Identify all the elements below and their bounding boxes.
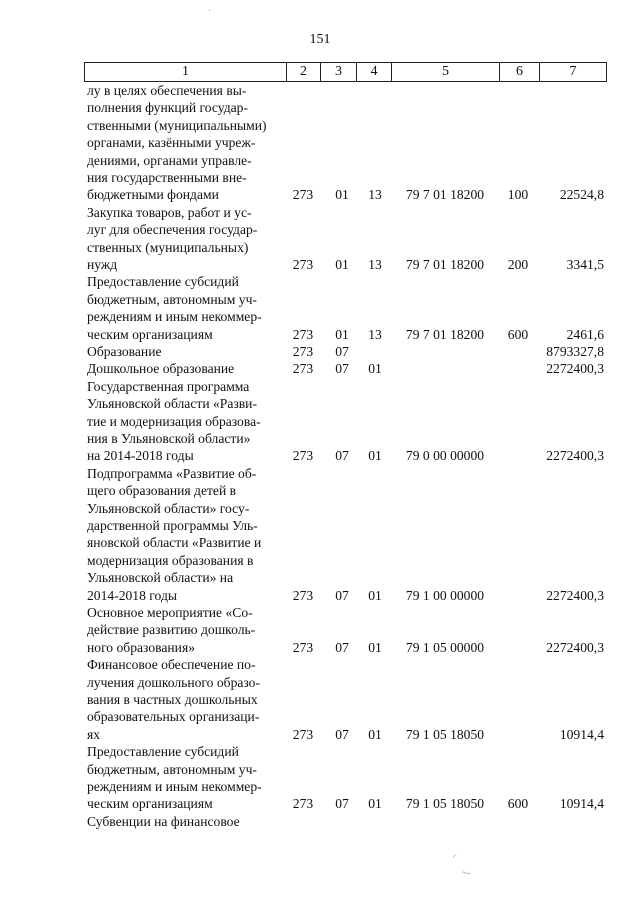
row-name-line: бюджетным, автономным уч- <box>87 291 257 307</box>
cell-c2: 273 <box>292 361 314 377</box>
page-number: 151 <box>309 32 331 47</box>
table-row <box>84 82 607 204</box>
cell-c5: 79 1 05 18050 <box>405 796 485 812</box>
cell-c7: 2272400,3 <box>546 639 604 655</box>
table-row <box>84 813 607 830</box>
row-name <box>87 465 284 604</box>
cell-c2: 273 <box>292 587 314 603</box>
row-name-line: Основное мероприятие «Со- <box>87 605 253 620</box>
header-col-7: 7 <box>539 63 606 81</box>
row-name-line: Закупка товаров, работ и ус- <box>87 204 252 220</box>
cell-c7: 8793327,8 <box>546 344 604 359</box>
cell-c6: 600 <box>507 326 529 342</box>
cell-c5: 79 0 00 00000 <box>405 448 485 464</box>
row-name <box>87 273 284 343</box>
row-name-line: лу в целях обеспечения вы- <box>87 83 247 98</box>
row-name-line: ного образования» <box>87 639 196 655</box>
row-name-line: на 2014-2018 годы <box>87 448 194 464</box>
table-header <box>84 62 607 82</box>
row-name-line: реждениям и иным некоммер- <box>87 309 262 325</box>
header-col-3: 3 <box>320 63 356 81</box>
table-row <box>84 378 607 465</box>
row-name <box>87 656 284 743</box>
row-name-line: полнения функций государ- <box>87 100 248 116</box>
table-row <box>84 204 607 274</box>
row-name-line: дарственной программы Уль- <box>87 518 258 534</box>
row-name <box>87 604 284 656</box>
cell-c7: 2272400,3 <box>546 587 604 603</box>
scan-mark: ⸝ <box>452 849 457 860</box>
cell-c5: 79 1 05 00000 <box>405 639 485 655</box>
cell-c3: 01 <box>335 187 349 203</box>
row-name-line: Предоставление субсидий <box>87 744 239 760</box>
header-col-2: 2 <box>286 63 320 81</box>
cell-c4: 01 <box>368 639 382 655</box>
cell-c3: 07 <box>335 448 349 464</box>
row-name-line: 2014-2018 годы <box>87 587 177 603</box>
cell-c7: 2461,6 <box>566 326 604 342</box>
row-name-line: ния государственными вне- <box>87 170 247 186</box>
row-name <box>87 343 284 360</box>
row-name-line: Финансовое обеспечение по- <box>87 657 256 673</box>
row-name-line: модернизация образования в <box>87 552 254 568</box>
row-name-line: яновской области «Развитие и <box>87 535 262 551</box>
cell-c3: 07 <box>335 796 349 812</box>
cell-c2: 273 <box>292 726 314 742</box>
table-row <box>84 604 607 656</box>
row-name-line: дениями, органами управле- <box>87 152 252 168</box>
cell-c4: 01 <box>368 726 382 742</box>
row-name-line: бюджетным, автономным уч- <box>87 761 257 777</box>
row-name-line: действие развитию дошколь- <box>87 622 256 638</box>
cell-c4: 01 <box>368 361 382 377</box>
row-name-line: вания в частных дошкольных <box>87 692 258 707</box>
row-name-line: нужд <box>87 257 118 273</box>
cell-c5: 79 7 01 18200 <box>405 187 485 203</box>
cell-c7: 3341,5 <box>566 256 604 272</box>
cell-c3: 07 <box>335 639 349 655</box>
cell-c2: 273 <box>292 256 314 272</box>
row-name-line: Ульяновской области «Разви- <box>87 396 257 412</box>
row-name-line: луг для обеспечения государ- <box>87 222 258 238</box>
cell-c2: 273 <box>292 187 314 203</box>
cell-c2: 273 <box>292 796 314 812</box>
table-row <box>84 743 607 813</box>
row-name <box>87 82 284 204</box>
row-name-line: Государственная программа <box>87 378 250 394</box>
row-name <box>87 378 284 465</box>
row-name-line: ях <box>87 726 101 742</box>
cell-c3: 07 <box>335 344 349 359</box>
scan-mark: · <box>208 6 212 17</box>
cell-c3: 07 <box>335 587 349 603</box>
cell-c2: 273 <box>292 344 314 359</box>
row-name-line: ческим организациям <box>87 326 213 342</box>
row-name-line: щего образования детей в <box>87 483 237 499</box>
row-name-line: Ульяновской области» госу- <box>87 500 250 516</box>
header-col-6: 6 <box>499 63 539 81</box>
cell-c3: 01 <box>335 326 349 342</box>
table-row <box>84 360 607 377</box>
cell-c7: 10914,4 <box>559 796 604 812</box>
row-name-line: Субвенции на финансовое <box>87 813 240 829</box>
row-name-line: ния в Ульяновской области» <box>87 431 251 447</box>
row-name-line: органами, казёнными учреж- <box>87 135 256 151</box>
row-name-line: лучения дошкольного образо- <box>87 674 261 690</box>
scan-mark: ~- <box>462 868 471 879</box>
cell-c4: 01 <box>368 796 382 812</box>
cell-c7: 2272400,3 <box>546 361 604 377</box>
row-name-line: Ульяновской области» на <box>87 570 234 586</box>
cell-c5: 79 7 01 18200 <box>405 256 485 272</box>
cell-c3: 01 <box>335 256 349 272</box>
row-name-line: Образование <box>87 344 162 359</box>
row-name <box>87 743 284 813</box>
row-name-line: Дошкольное образование <box>87 361 235 377</box>
cell-c2: 273 <box>292 639 314 655</box>
table-row <box>84 273 607 343</box>
budget-table <box>84 62 607 829</box>
row-name <box>87 813 284 830</box>
cell-c6: 600 <box>507 796 529 812</box>
cell-c4: 13 <box>368 256 382 272</box>
cell-c7: 22524,8 <box>559 187 604 203</box>
row-name-line: Подпрограмма «Развитие об- <box>87 465 257 481</box>
table-row <box>84 656 607 743</box>
row-name <box>87 204 284 274</box>
table-row <box>84 465 607 604</box>
row-name-line: ственными (муниципальными) <box>87 117 267 133</box>
cell-c6: 200 <box>507 256 529 272</box>
row-name-line: реждениям и иным некоммер- <box>87 779 262 794</box>
cell-c4: 01 <box>368 587 382 603</box>
cell-c7: 10914,4 <box>559 726 604 742</box>
cell-c5: 79 7 01 18200 <box>405 326 485 342</box>
cell-c3: 07 <box>335 361 349 377</box>
cell-c7: 2272400,3 <box>546 448 604 464</box>
cell-c3: 07 <box>335 726 349 742</box>
row-name-line: ческим организациям <box>87 796 213 812</box>
row-name <box>87 360 284 377</box>
row-name-line: Предоставление субсидий <box>87 274 239 290</box>
cell-c5: 79 1 00 00000 <box>405 587 485 603</box>
header-col-1: 1 <box>182 64 189 79</box>
cell-c5: 79 1 05 18050 <box>405 726 485 742</box>
cell-c4: 13 <box>368 187 382 203</box>
header-col-4: 4 <box>356 63 391 81</box>
header-col-5: 5 <box>391 63 499 81</box>
row-name-line: бюджетными фондами <box>87 187 219 203</box>
cell-c2: 273 <box>292 448 314 464</box>
cell-c4: 13 <box>368 326 382 342</box>
row-name-line: образовательных организаци- <box>87 709 260 725</box>
cell-c2: 273 <box>292 326 314 342</box>
row-name-line: ственных (муниципальных) <box>87 239 249 255</box>
cell-c6: 100 <box>507 187 529 203</box>
row-name-line: тие и модернизация образова- <box>87 413 261 429</box>
table-row <box>84 343 607 360</box>
cell-c4: 01 <box>368 448 382 464</box>
